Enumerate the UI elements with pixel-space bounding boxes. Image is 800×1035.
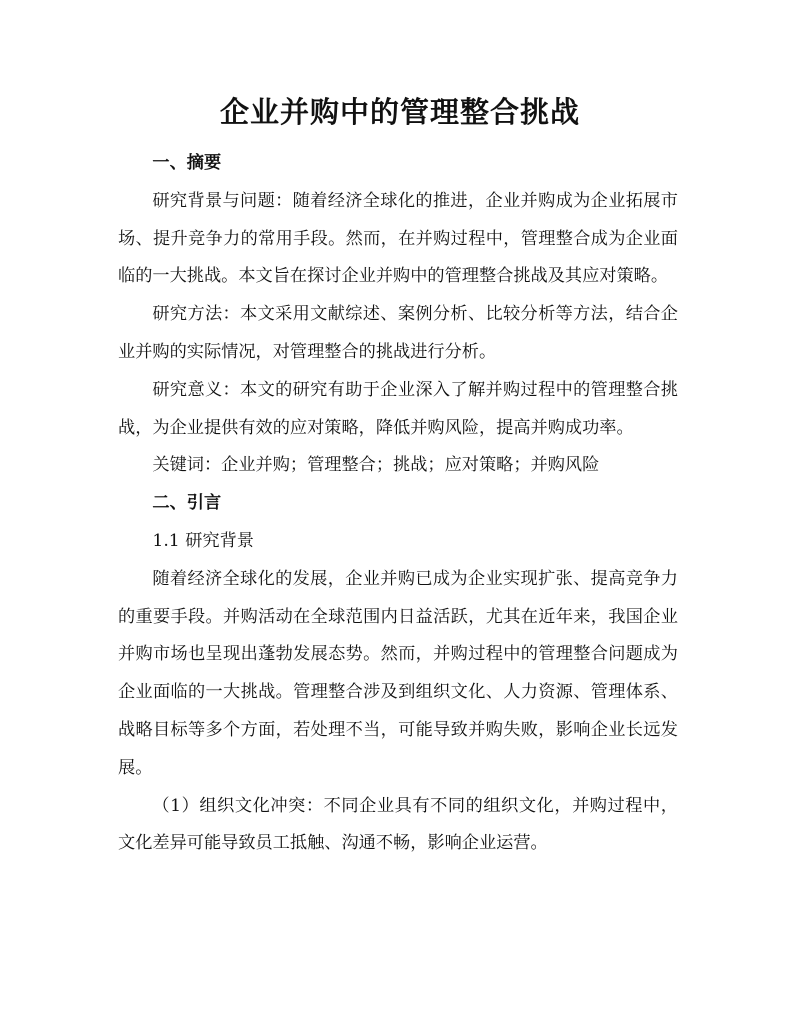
keywords-line: 关键词：企业并购；管理整合；挑战；应对策略；并购风险 <box>152 455 600 476</box>
intro-list-item-1: （1）组织文化冲突：不同企业具有不同的组织文化，并购过程中，文化差异可能导致员工抵触、沟通不畅，影响企业运营。 <box>118 795 678 854</box>
abstract-heading: 一、摘要 <box>152 153 222 173</box>
intro-paragraph-1: 随着经济全球化的发展，企业并购已成为企业实现扩张、提高竞争力的重要手段。并购活动在全球范围内日益活跃，尤其在近年来，我国企业并购市场也呈现出蓬勃发展态势。然而，并购过程中的管理整合问题成为企业面临的一大挑战。管理整合涉及到组织文化、人力资源、管理体系、战略目标等多个方面，若处理不当，可能导致并购失败，影响企业长远发展。 <box>118 568 678 778</box>
abstract-significance-paragraph: 研究意义：本文的研究有助于企业深入了解并购过程中的管理整合挑战，为企业提供有效的应对策略，降低并购风险，提高并购成功率。 <box>118 379 678 438</box>
intro-subheading-1-1: 1.1 研究背景 <box>152 530 254 551</box>
abstract-background-paragraph: 研究背景与问题：随着经济全球化的推进，企业并购成为企业拓展市场、提升竞争力的常用手段。然而，在并购过程中，管理整合成为企业面临的一大挑战。本文旨在探讨企业并购中的管理整合挑战及其应对策略。 <box>118 190 678 287</box>
abstract-method-paragraph: 研究方法：本文采用文献综述、案例分析、比较分析等方法，结合企业并购的实际情况，对管理整合的挑战进行分析。 <box>118 304 678 362</box>
document-body <box>118 145 678 863</box>
intro-heading: 二、引言 <box>152 493 222 514</box>
document-title: 企业并购中的管理整合挑战 <box>219 95 580 129</box>
